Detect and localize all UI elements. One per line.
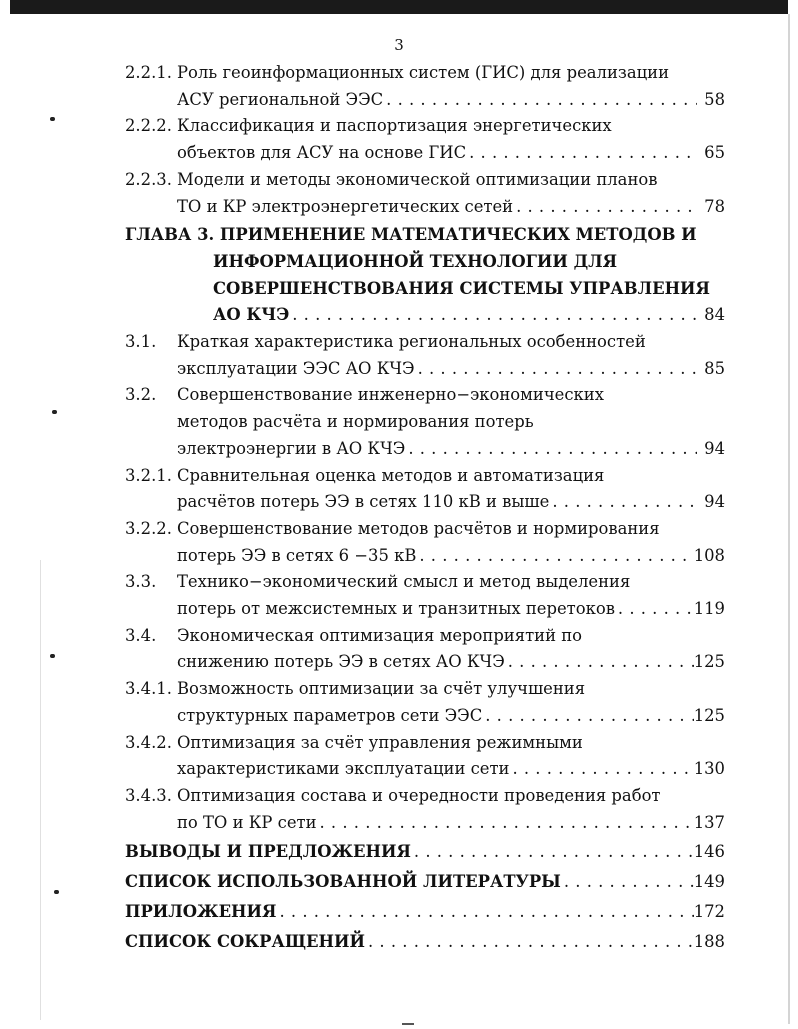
scan-top-border [10, 0, 788, 14]
toc-entry-3-4-3[interactable] [125, 783, 725, 836]
toc-final-page: 188 [693, 931, 725, 951]
dot-leader [405, 436, 697, 463]
toc-entry-page: 58 [704, 89, 725, 109]
toc-entry-title-last: эксплуатации ЭЭС АО КЧЭ [177, 358, 415, 378]
scan-speck [50, 654, 55, 658]
toc-entry-2-2-2[interactable] [125, 113, 725, 166]
toc-final-title: ПРИЛОЖЕНИЯ [125, 901, 277, 921]
toc-entry-number: 3.4.3. [125, 785, 172, 805]
toc-final-title: ВЫВОДЫ И ПРЕДЛОЖЕНИЯ [125, 842, 411, 862]
toc-entry-2-2-1[interactable] [125, 60, 725, 113]
dot-leader [505, 649, 694, 676]
toc-entry-page: 94 [704, 492, 725, 512]
page-number: 3 [394, 36, 404, 54]
toc-entry-3-4-1[interactable] [125, 676, 725, 729]
table-of-contents [125, 60, 725, 955]
toc-entry-page: 125 [693, 652, 725, 672]
toc-final-appendices[interactable] [125, 899, 725, 926]
toc-entry-3-2-2[interactable] [125, 516, 725, 569]
toc-entry-number: 3.4. [125, 625, 157, 645]
toc-entry-title-last: расчётов потерь ЭЭ в сетях 110 кВ и выше [177, 492, 550, 512]
toc-entry-number: 3.2.1. [125, 465, 172, 485]
toc-entry-title-line: Возможность оптимизации за счёт улучшения [177, 679, 586, 699]
toc-final-page: 172 [693, 901, 725, 921]
dot-leader [365, 929, 694, 956]
toc-entry-2-2-3[interactable] [125, 167, 725, 220]
toc-entry-title-line: Краткая характеристика региональных особенностей [177, 332, 646, 352]
toc-final-page: 149 [693, 872, 725, 892]
toc-entry-title-line: Классификация и паспортизация энергетических [177, 116, 612, 136]
toc-final-references[interactable] [125, 869, 725, 896]
toc-entry-title-line: Сравнительная оценка методов и автоматизация [177, 465, 605, 485]
dot-leader [513, 194, 697, 221]
toc-final-abbreviations[interactable] [125, 929, 725, 956]
dot-leader [482, 703, 693, 730]
toc-entry-title-last: структурных параметров сети ЭЭС [177, 705, 483, 725]
toc-entry-page: 85 [704, 358, 725, 378]
toc-entry-number: 3.2.2. [125, 518, 172, 538]
toc-entry-title-line: методов расчёта и нормирования потерь [177, 412, 534, 432]
toc-entry-title-last: характеристиками эксплуатации сети [177, 759, 510, 779]
toc-entry-title-line: Совершенствование методов расчётов и нормирования [177, 518, 660, 538]
toc-entry-title-line: Модели и методы экономической оптимизации планов [177, 169, 658, 189]
toc-entry-page: 108 [693, 545, 725, 565]
scan-right-edge [788, 14, 790, 1024]
chapter-page: 84 [704, 305, 725, 325]
chapter-title-last: АО КЧЭ [213, 305, 290, 325]
toc-entry-title-line: Совершенствование инженерно−экономических [177, 385, 604, 405]
scan-speck [50, 117, 55, 121]
dot-leader [466, 140, 697, 167]
dot-leader [415, 356, 697, 383]
dot-leader [317, 810, 694, 837]
toc-entry-3-4-2[interactable] [125, 730, 725, 783]
scan-speck [52, 410, 57, 414]
dot-leader [509, 756, 693, 783]
toc-entry-3-4[interactable] [125, 623, 725, 676]
dot-leader [411, 839, 694, 866]
toc-entry-title-last: АСУ региональной ЭЭС [177, 89, 384, 109]
toc-entry-title-last: объектов для АСУ на основе ГИС [177, 143, 467, 163]
toc-entry-number: 3.4.1. [125, 679, 172, 699]
toc-entry-number: 2.2.1. [125, 63, 172, 82]
toc-entry-title-last: по ТО и КР сети [177, 812, 317, 832]
toc-entry-title-line: Роль геоинформационных систем (ГИС) для реализации [177, 63, 669, 82]
dot-leader [383, 87, 697, 114]
toc-entry-number: 2.2.3. [125, 169, 172, 189]
scan-speck [54, 890, 59, 894]
chapter-heading: ГЛАВА 3. ПРИМЕНЕНИЕ МАТЕМАТИЧЕСКИХ МЕТОДОВ И [125, 225, 697, 245]
toc-final-title: СПИСОК ИСПОЛЬЗОВАННОЙ ЛИТЕРАТУРЫ [125, 872, 561, 892]
toc-entry-3-1[interactable] [125, 329, 725, 382]
chapter-title-line: СОВЕРШЕНСТВОВАНИЯ СИСТЕМЫ УПРАВЛЕНИЯ [213, 278, 711, 298]
toc-entry-title-line: Оптимизация за счёт управления режимными [177, 732, 583, 752]
chapter-title-line: ИНФОРМАЦИОННОЙ ТЕХНОЛОГИИ ДЛЯ [213, 251, 618, 271]
toc-entry-page: 130 [693, 759, 725, 779]
toc-entry-3-2[interactable] [125, 382, 725, 462]
toc-entry-page: 119 [693, 599, 725, 619]
toc-entry-number: 2.2.2. [125, 116, 172, 136]
toc-entry-3-3[interactable] [125, 569, 725, 622]
toc-final-title: СПИСОК СОКРАЩЕНИЙ [125, 931, 366, 951]
toc-entry-page: 137 [693, 812, 725, 832]
toc-entry-title-line: Технико−экономический смысл и метод выделения [177, 572, 631, 592]
toc-entry-title-line: Оптимизация состава и очередности проведения работ [177, 785, 661, 805]
scan-left-edge [40, 560, 41, 1020]
toc-entry-page: 94 [704, 438, 725, 458]
toc-entry-number: 3.2. [125, 385, 157, 405]
toc-chapter-3[interactable] [125, 222, 725, 329]
toc-entry-page: 125 [693, 705, 725, 725]
dot-leader [561, 869, 694, 896]
toc-entry-title-line: Экономическая оптимизация мероприятий по [177, 625, 582, 645]
dot-leader [416, 543, 693, 570]
toc-entry-title-last: снижению потерь ЭЭ в сетях АО КЧЭ [177, 652, 505, 672]
toc-final-page: 146 [693, 842, 725, 862]
dot-leader [615, 596, 694, 623]
toc-entry-3-2-1[interactable] [125, 463, 725, 516]
toc-final-conclusions[interactable] [125, 839, 725, 866]
toc-entry-title-last: ТО и КР электроэнергетических сетей [177, 196, 514, 216]
toc-entry-page: 65 [704, 143, 725, 163]
toc-entry-number: 3.3. [125, 572, 157, 592]
toc-entry-title-last: электроэнергии в АО КЧЭ [177, 438, 406, 458]
toc-entry-number: 3.4.2. [125, 732, 172, 752]
toc-entry-page: 78 [704, 196, 725, 216]
toc-entry-title-last: потерь ЭЭ в сетях 6 −35 кВ [177, 545, 417, 565]
scan-bottom-mark [402, 1023, 414, 1025]
toc-entry-title-last: потерь от межсистемных и транзитных перетоков [177, 599, 615, 619]
toc-entry-number: 3.1. [125, 332, 157, 352]
dot-leader [289, 302, 697, 329]
dot-leader [549, 489, 697, 516]
dot-leader [277, 899, 694, 926]
